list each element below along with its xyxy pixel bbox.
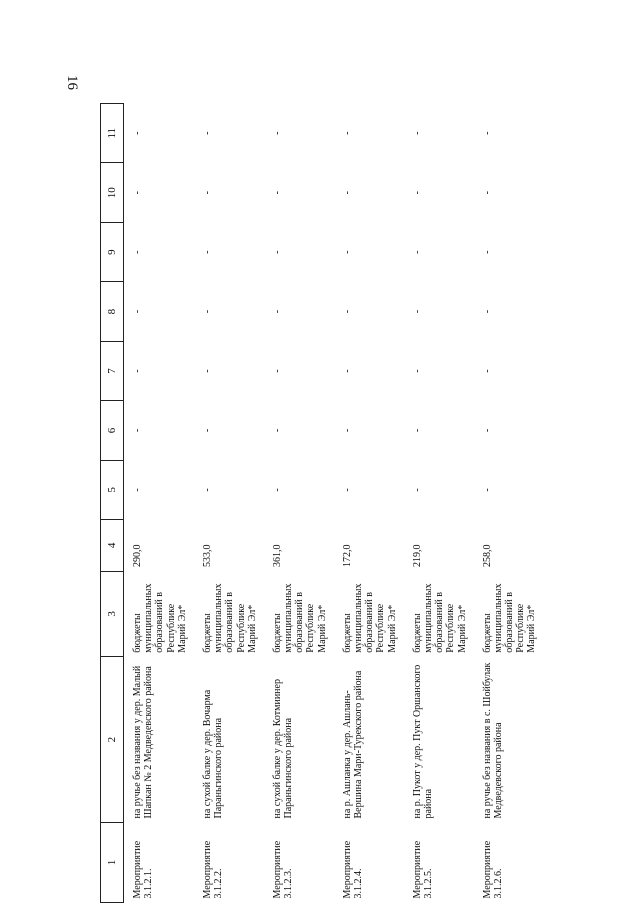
year-value: -: [341, 488, 353, 492]
activity-id: Мероприятие 3.1.2.1.: [132, 840, 155, 899]
year-value: -: [132, 250, 143, 254]
table-row: [264, 104, 334, 903]
header-cell: 8: [101, 282, 124, 341]
year-value: -: [132, 488, 143, 492]
year-value: -: [201, 369, 213, 373]
year-value: -: [271, 191, 283, 195]
header-cell: 9: [101, 222, 124, 281]
activity-id: Мероприятие 3.1.2.5.: [411, 840, 434, 899]
year-value: -: [201, 191, 213, 195]
year-value: -: [132, 191, 143, 195]
total-value: 533,0: [201, 544, 213, 568]
funding-source: бюджеты муниципальных образований в Республике Марий Эл*: [201, 583, 258, 653]
year-value: -: [271, 428, 283, 433]
year-value: -: [201, 428, 213, 433]
table-row: [404, 104, 474, 903]
year-value: -: [201, 309, 213, 314]
activity-id: Мероприятие 3.1.2.2.: [201, 840, 225, 899]
year-value: -: [481, 369, 493, 373]
activity-name: на ручье без названия в с. Шойбулак Медведевского района: [481, 662, 504, 819]
year-value: -: [341, 369, 353, 373]
activity-id: Мероприятие 3.1.2.6.: [481, 840, 504, 899]
header-cell: 4: [101, 520, 124, 571]
year-value: -: [271, 131, 283, 135]
year-value: -: [481, 250, 493, 254]
year-value: -: [481, 191, 493, 195]
program-table: [100, 103, 544, 903]
header-cell: 6: [101, 401, 124, 460]
year-value: -: [132, 309, 143, 314]
total-value: 172,0: [341, 544, 353, 568]
header-cell: 1: [101, 823, 124, 903]
activity-name: на сухой балке у дер. Котмиинер Параньгинского района: [271, 679, 295, 819]
funding-source: бюджеты муниципальных образований в Республике Марий Эл*: [481, 583, 538, 653]
total-value: 361,0: [271, 544, 283, 568]
activity-name: на р. Ашланка у дер. Ашлань-Вершина Мари-Турекского района: [341, 670, 364, 819]
header-cell: 10: [101, 163, 124, 222]
year-value: -: [481, 428, 493, 433]
year-value: -: [341, 428, 353, 433]
header-cell: 7: [101, 341, 124, 400]
activity-id: Мероприятие 3.1.2.3.: [271, 840, 295, 899]
activity-id: Мероприятие 3.1.2.4.: [341, 840, 364, 899]
year-value: -: [271, 250, 283, 254]
year-value: -: [271, 369, 283, 373]
year-value: -: [481, 131, 493, 135]
year-value: -: [201, 488, 213, 492]
year-value: -: [341, 309, 353, 314]
year-value: -: [481, 309, 493, 314]
activity-name: на сухой балке у дер. Вочарма Параньгинского района: [201, 689, 225, 819]
program-table-rotated: [100, 103, 538, 903]
funding-source: бюджеты муниципальных образований в Республике Марий Эл*: [271, 583, 328, 653]
funding-source: бюджеты муниципальных образований в Республике Марий Эл*: [132, 583, 188, 653]
year-value: -: [341, 131, 353, 135]
year-value: -: [411, 428, 423, 433]
year-value: -: [411, 369, 423, 373]
year-value: -: [201, 250, 213, 254]
page-number: 16: [64, 75, 80, 90]
year-value: -: [411, 309, 423, 314]
header-cell: 2: [101, 657, 124, 823]
year-value: -: [411, 488, 423, 492]
header-cell: 11: [101, 104, 124, 163]
year-value: -: [341, 191, 353, 195]
year-value: -: [271, 488, 283, 492]
table-row: [474, 104, 544, 903]
year-value: -: [132, 131, 143, 135]
year-value: -: [341, 250, 353, 254]
year-value: -: [201, 131, 213, 135]
total-value: 290,0: [132, 544, 143, 568]
activity-name: на р. Пукот у дер. Пукт Оршанского района: [411, 664, 434, 819]
year-value: -: [132, 369, 143, 373]
funding-source: бюджеты муниципальных образований в Республике Марий Эл*: [341, 583, 398, 653]
funding-source: бюджеты муниципальных образований в Республике Марий Эл*: [411, 583, 468, 653]
header-row: [101, 104, 124, 903]
year-value: -: [132, 428, 143, 433]
activity-name: на ручье без названия у дер. Малый Шапкан № 2 Медведевского района: [132, 665, 155, 819]
year-value: -: [411, 191, 423, 195]
year-value: -: [481, 488, 493, 492]
table-row: [194, 104, 264, 903]
table-row: [124, 104, 194, 903]
year-value: -: [411, 250, 423, 254]
header-cell: 3: [101, 571, 124, 657]
year-value: -: [271, 309, 283, 314]
total-value: 258,0: [481, 544, 493, 568]
table-row: [334, 104, 404, 903]
total-value: 219,0: [411, 544, 423, 568]
header-cell: 5: [101, 460, 124, 519]
year-value: -: [411, 131, 423, 135]
